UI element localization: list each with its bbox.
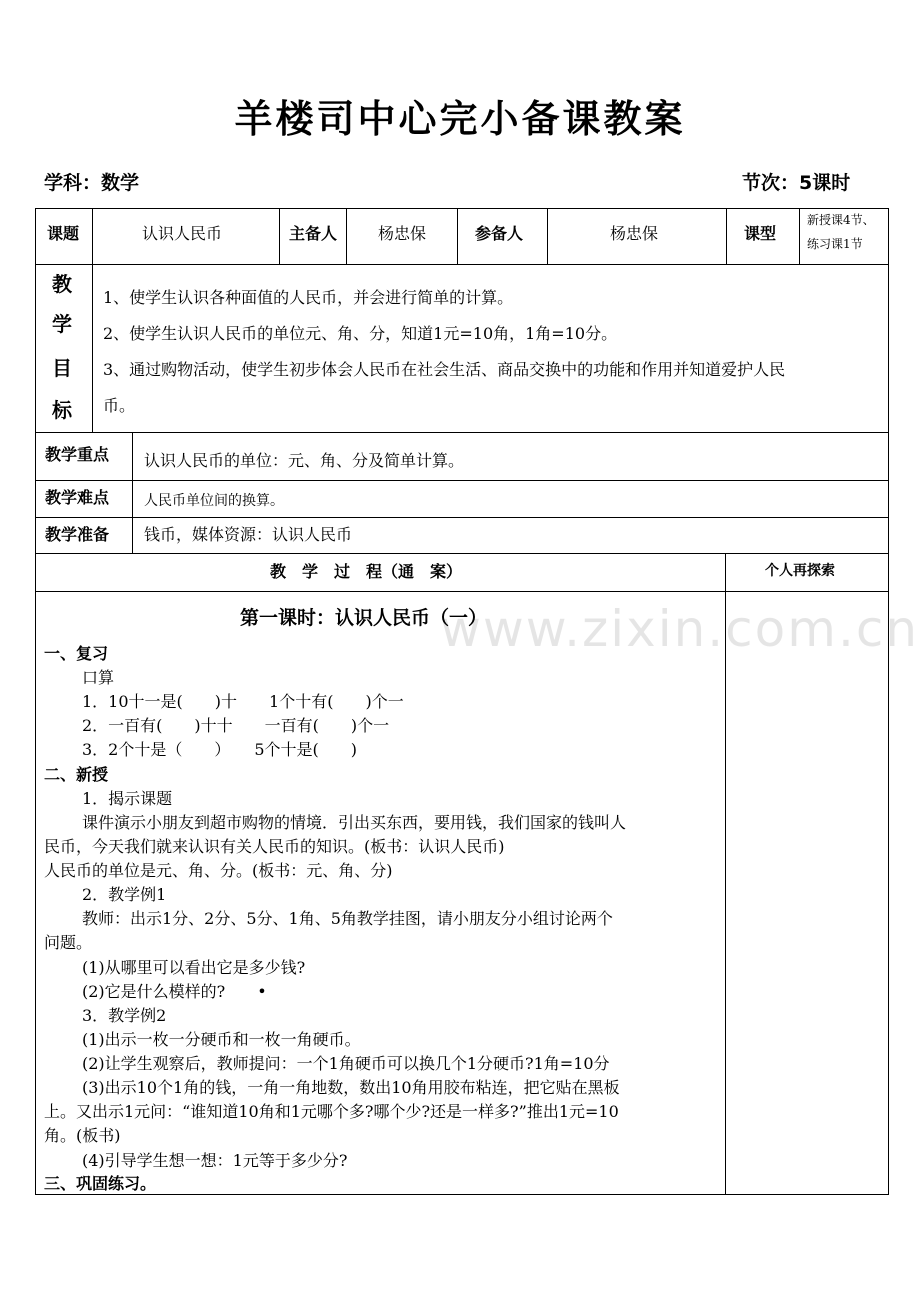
lesson-line: 口算 xyxy=(82,668,115,687)
lesson-line: (4)引导学生想一想：1元等于多少分? xyxy=(82,1151,348,1170)
lesson-line: 教师：出示1分、2分、5分、1角、5角教学挂图，请小朋友分小组讨论两个 xyxy=(82,909,613,928)
assist-teacher-value: 杨忠保 xyxy=(610,224,659,243)
goal-line-3: 3、通过购物活动，使学生初步体会人民币在社会生活、商品交换中的功能和作用并知道爱护人民 xyxy=(103,360,786,379)
goal-line-4: 币。 xyxy=(103,396,136,415)
lesson-line: (1)出示一枚一分硬币和一枚一角硬币。 xyxy=(82,1030,361,1049)
goals-label-char-2: 学 xyxy=(52,312,72,336)
watermark: www.zixin.com.cn xyxy=(440,600,920,658)
lesson-type-value-2: 练习课1节 xyxy=(807,237,863,251)
lesson-line: 问题。 xyxy=(44,933,93,952)
subject-label: 学科：数学 xyxy=(44,172,140,194)
difficulty-label: 教学难点 xyxy=(45,488,110,507)
process-header: 教 学 过 程（通 案） xyxy=(270,562,463,581)
section-new-lesson: 二、新授 xyxy=(44,765,109,784)
goal-line-1: 1、使学生认识各种面值的人民币，并会进行简单的计算。 xyxy=(103,288,514,307)
lesson-line: 1．10十一是( )十 1个十有( )个一 xyxy=(82,692,404,711)
lesson-line: 课件演示小朋友到超市购物的情境．引出买东西，要用钱，我们国家的钱叫人 xyxy=(82,813,627,832)
lesson-line: 上。又出示1元问：“谁知道10角和1元哪个多?哪个少?还是一样多?”推出1元=10 xyxy=(44,1102,619,1121)
lead-teacher-label: 主备人 xyxy=(289,224,338,243)
section-review: 一、复习 xyxy=(44,644,109,663)
topic-value: 认识人民币 xyxy=(142,224,223,243)
lesson-type-label: 课型 xyxy=(744,224,777,243)
lesson-line: (1)从哪里可以看出它是多少钱? xyxy=(82,958,306,977)
lesson-type-value-1: 新授课4节、 xyxy=(807,213,875,227)
lesson-heading: 第一课时：认识人民币（一） xyxy=(240,607,488,629)
topic-label: 课题 xyxy=(47,224,80,243)
lesson-line: 民币，今天我们就来认识有关人民币的知识。(板书：认识人民币) xyxy=(44,837,505,856)
lesson-line: (2)让学生观察后，教师提问：一个1角硬币可以换几个1分硬币?1角=10分 xyxy=(82,1054,610,1073)
session-label: 节次：5课时 xyxy=(742,172,851,194)
section-practice: 三、巩固练习。 xyxy=(44,1174,157,1193)
goals-label-char-3: 目 xyxy=(52,356,72,380)
goals-label-char-1: 教 xyxy=(52,272,72,296)
goals-label-char-4: 标 xyxy=(52,398,72,422)
key-point-label: 教学重点 xyxy=(45,445,110,464)
goal-line-2: 2、使学生认识人民币的单位元、角、分，知道1元=10角，1角=10分。 xyxy=(103,324,618,343)
assist-teacher-label: 参备人 xyxy=(475,224,524,243)
preparation-value: 钱币，媒体资源：认识人民币 xyxy=(144,525,353,544)
lesson-line: 人民币的单位是元、角、分。(板书：元、角、分) xyxy=(44,861,393,880)
lesson-line: 2．一百有( )十十 一百有( )个一 xyxy=(82,716,390,735)
lesson-line: 1．揭示课题 xyxy=(82,789,173,808)
lesson-line: (2)它是什么模样的? • xyxy=(82,982,267,1001)
lesson-line: 3．2个十是（ ） 5个十是( ) xyxy=(82,740,358,759)
lesson-line: 3．教学例2 xyxy=(82,1006,167,1025)
preparation-label: 教学准备 xyxy=(45,525,110,544)
lesson-line: (3)出示10个1角的钱，一角一角地数，数出10角用胶布粘连，把它贴在黑板 xyxy=(82,1078,620,1097)
page-title: 羊楼司中心完小备课教案 xyxy=(234,96,686,141)
key-point-value: 认识人民币的单位：元、角、分及简单计算。 xyxy=(144,451,465,470)
difficulty-value: 人民币单位间的换算。 xyxy=(144,493,284,509)
lead-teacher-value: 杨忠保 xyxy=(378,224,427,243)
personal-exploration-header: 个人再探索 xyxy=(765,563,835,579)
lesson-line: 角。(板书) xyxy=(44,1126,121,1145)
lesson-line: 2．教学例1 xyxy=(82,885,167,904)
